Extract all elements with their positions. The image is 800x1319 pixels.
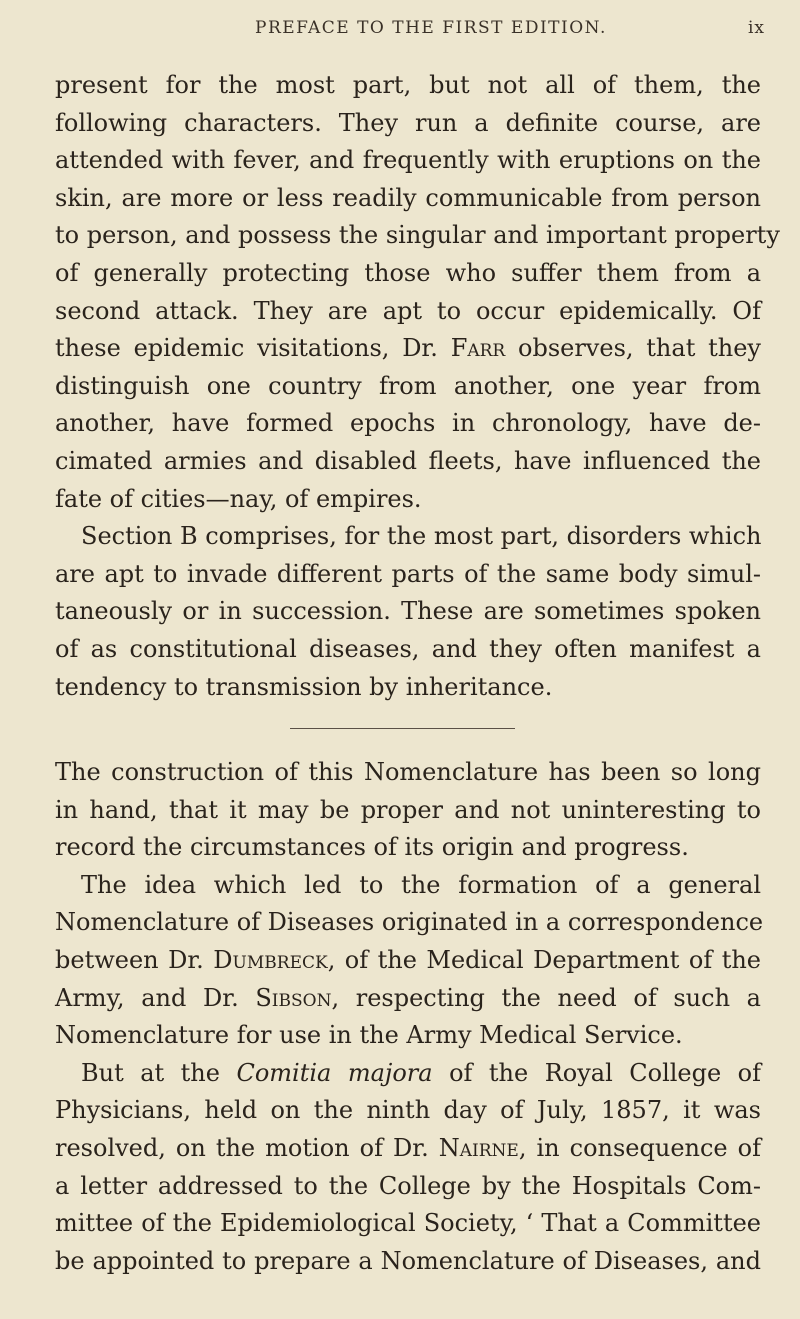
text-line: taneously or in succession. These are sometimes spoken [55,597,761,626]
person-name-sibson: Sibson [255,983,332,1012]
text-line: of generally protecting those who suffer them from a [55,258,761,287]
text-line: Nomenclature of Diseases originated in a correspondence [55,908,764,937]
text-fragment: , of the Medical Department of the [327,946,761,975]
text-line: to person, and possess the singular and important property [55,221,780,250]
text-line: record the circumstances of its origin and progress. [55,833,689,862]
text-line: be appointed to prepare a Nomenclature of Diseases, and [55,1246,761,1275]
running-head-title: PREFACE TO THE FIRST EDITION. [255,18,607,38]
divider-rule [290,728,515,729]
text-line: present for the most part, but not all of them, the [55,71,761,99]
paragraph-comitia [55,1055,761,1281]
text-fragment: But at the [81,1058,220,1087]
text-line: The idea which led to the formation of a general [81,870,761,899]
text-fragment: , in consequence of [518,1134,761,1163]
text-line [55,1130,761,1168]
text-line: of as constitutional diseases, and they often manifest a [55,634,761,663]
text-line [55,1055,761,1093]
text-line: in hand, that it may be proper and not uninteresting to [55,795,761,824]
paragraph-section-a-continued [55,67,780,518]
text-fragment: of the Royal College of [449,1058,762,1087]
text-line: attended with fever, and frequently with eruptions on the [55,146,761,175]
text-line: another, have formed epochs in chronology, have de- [55,409,761,438]
text-fragment: , respecting the need of such a [331,983,761,1012]
text-line: Section B comprises, for the most part, disorders which [81,522,762,551]
page-number: ix [748,18,766,38]
paragraph-construction [55,754,761,867]
paragraph-origin [55,867,764,1055]
text-line: fate of cities—nay, of empires. [55,484,422,513]
person-name-nairne: Nairne [438,1134,519,1163]
text-line: second attack. They are apt to occur epidemically. Of [55,296,761,325]
text-line: are apt to invade different parts of the same body simul- [55,559,761,588]
text-line [55,980,761,1018]
text-fragment: Army, and Dr. [55,983,239,1012]
latin-term: Comitia majora [236,1058,433,1087]
person-name-farr: Farr [450,334,506,363]
text-line [55,942,761,980]
section-divider [55,706,761,754]
text-line: skin, are more or less readily communicable from person [55,183,761,212]
body-text [55,67,780,1280]
text-line: a letter addressed to the College by the Hospitals Com- [55,1171,761,1200]
person-name-dumbreck: Dumbreck [213,946,328,975]
text-fragment: these epidemic visitations, Dr. [55,334,438,363]
text-line [55,330,761,368]
text-line: The construction of this Nomenclature has been so long [55,758,761,787]
running-head [0,18,800,44]
text-fragment: resolved, on the motion of Dr. [55,1134,429,1163]
text-line: cimated armies and disabled fleets, have influenced the [55,446,761,475]
text-line: distinguish one country from another, one year from [55,371,761,400]
text-line: Physicians, held on the ninth day of July, 1857, it was [55,1096,761,1125]
text-line: mittee of the Epidemiological Society, ‘ That a Committee [55,1209,761,1238]
text-line: following characters. They run a definite course, are [55,108,761,137]
text-line: Nomenclature for use in the Army Medical Service. [55,1021,683,1050]
text-line: tendency to transmission by inheritance. [55,672,553,701]
text-fragment: observes, that they [518,334,761,363]
text-fragment: between Dr. [55,946,204,975]
paragraph-section-b [55,518,761,706]
